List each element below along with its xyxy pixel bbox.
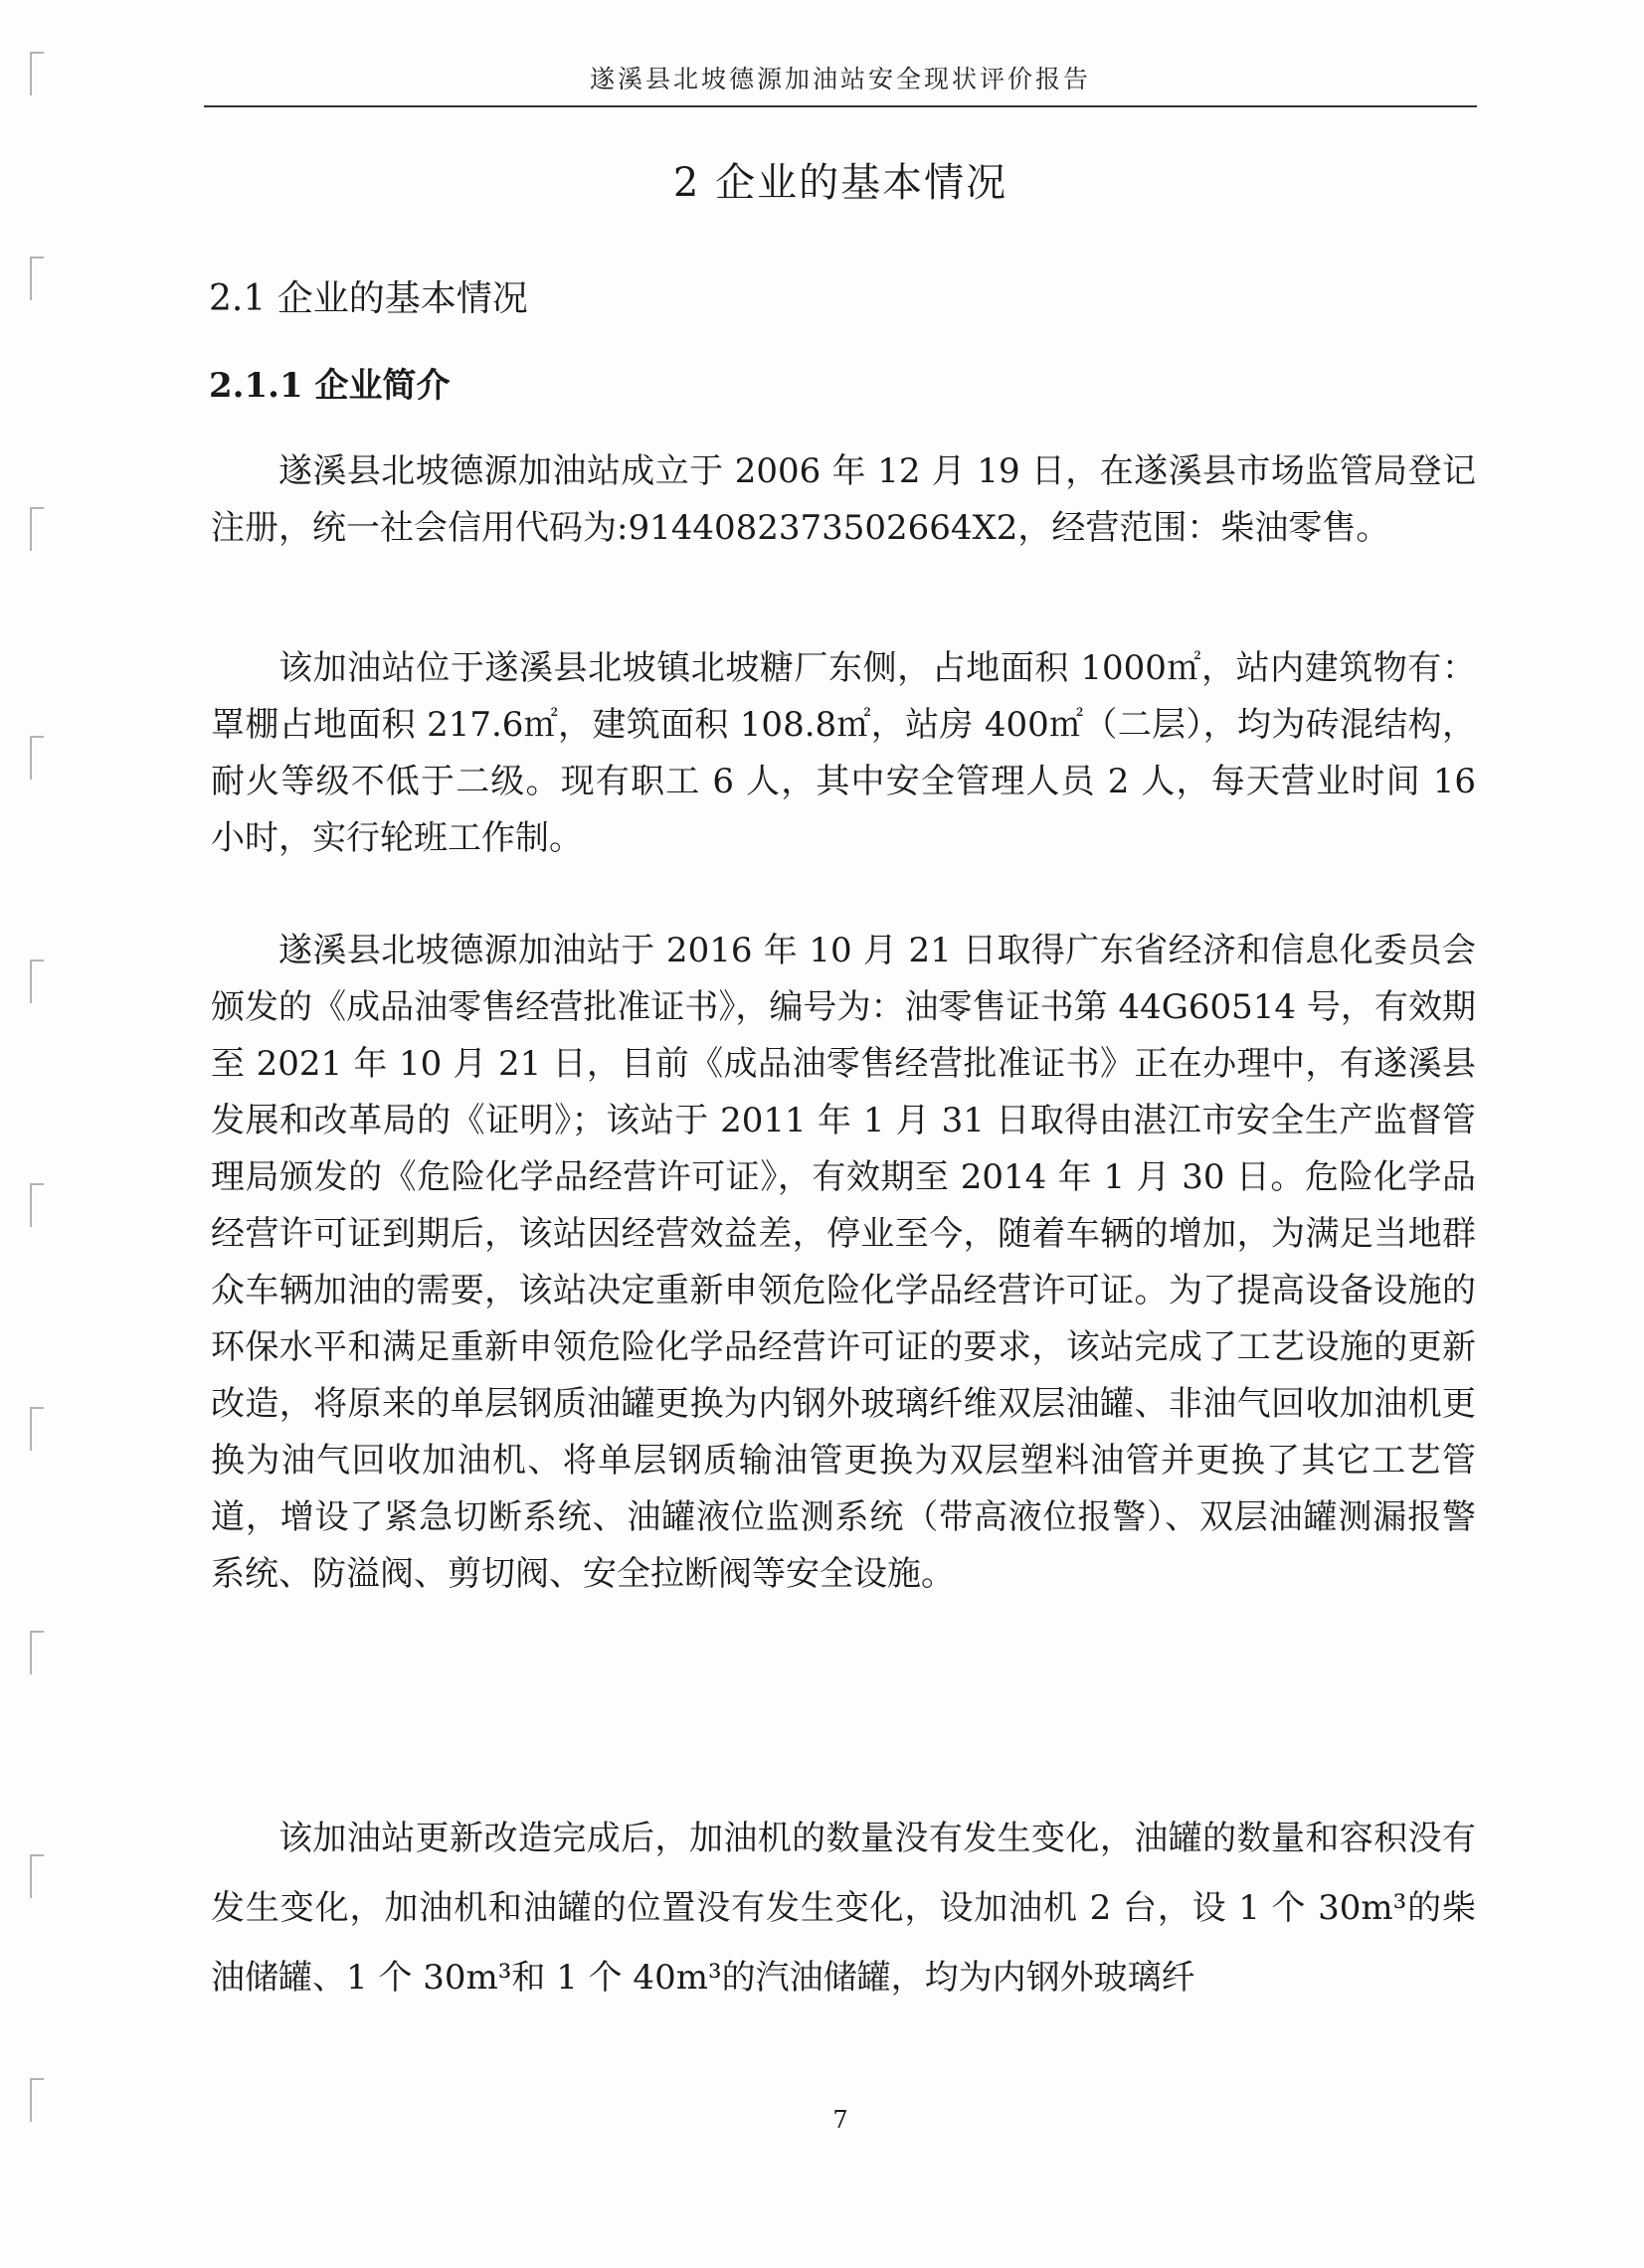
margin-mark [30, 1631, 44, 1674]
section-title: 2.1 企业的基本情况 [209, 278, 528, 319]
margin-mark [30, 1407, 44, 1451]
subsection-title: 2.1.1 企业简介 [209, 366, 451, 406]
margin-mark [30, 507, 44, 551]
margin-mark [30, 2078, 44, 2122]
chapter-title: 2 企业的基本情况 [672, 160, 1008, 206]
header-divider [204, 105, 1477, 107]
page-number: 7 [832, 2106, 848, 2134]
body-paragraph: 该加油站更新改造完成后，加油机的数量没有发生变化，油罐的数量和容积没有发生变化，加油机和油罐的位置没有发生变化，设加油机 2 台，设 1 个 30m³的柴油储罐、1 个 30m³和 1 个 40m³的汽油储罐，均为内钢外玻璃纤 [211, 1819, 1476, 1998]
margin-mark [30, 736, 44, 780]
body-paragraph: 遂溪县北坡德源加油站于 2016 年 10 月 21 日取得广东省经济和信息化委员会颁发的《成品油零售经营批准证书》，编号为：油零售证书第 44G60514 号，有效期至 2021 年 10 月 21 日，目前《成品油零售经营批准证书》正在办理中，有遂溪县发展和改革局的《证明》；该站于 2011 年 1 月 31 日取得由湛江市安全生产监督管理局颁发的《危险化学品经营许可证》，有效期至 2014 年 1 月 30 日。危险化学品经营许可证到期后，该站因经营效益差，停业至今，随着车辆的增加，为满足当地群众车辆加油的需要，该站决定重新申领危险化学品经营许可证。为了提高设备设施的环保水平和满足重新申领危险化学品经营许可证的要求，该站完成了工艺设施的更新改造，将原来的单层钢质油罐更换为内钢外玻璃纤维双层油罐、非油气回收加油机更换为油气回收加油机、将单层钢质输油管更换为双层塑料油管并更换了其它工艺管道，增设了紧急切断系统、油罐液位监测系统（带高液位报警）、双层油罐测漏报警系统、防溢阀、剪切阀、安全拉断阀等安全设施。 [211, 931, 1476, 1594]
margin-mark [30, 960, 44, 1003]
margin-mark [30, 52, 44, 95]
margin-mark [30, 1854, 44, 1898]
margin-mark [30, 1183, 44, 1227]
body-paragraph: 该加油站位于遂溪县北坡镇北坡糖厂东侧，占地面积 1000㎡，站内建筑物有：罩棚占地面积 217.6㎡，建筑面积 108.8㎡，站房 400㎡（二层），均为砖混结构，耐火等级不低于二级。现有职工 6 人，其中安全管理人员 2 人，每天营业时间 16 小时，实行轮班工作制。 [211, 648, 1476, 858]
body-paragraph: 遂溪县北坡德源加油站成立于 2006 年 12 月 19 日，在遂溪县市场监管局登记注册，统一社会信用代码为:9144082373502664X2，经营范围：柴油零售。 [211, 451, 1476, 548]
margin-mark [30, 257, 44, 300]
running-header: 遂溪县北坡德源加油站安全现状评价报告 [589, 65, 1091, 93]
